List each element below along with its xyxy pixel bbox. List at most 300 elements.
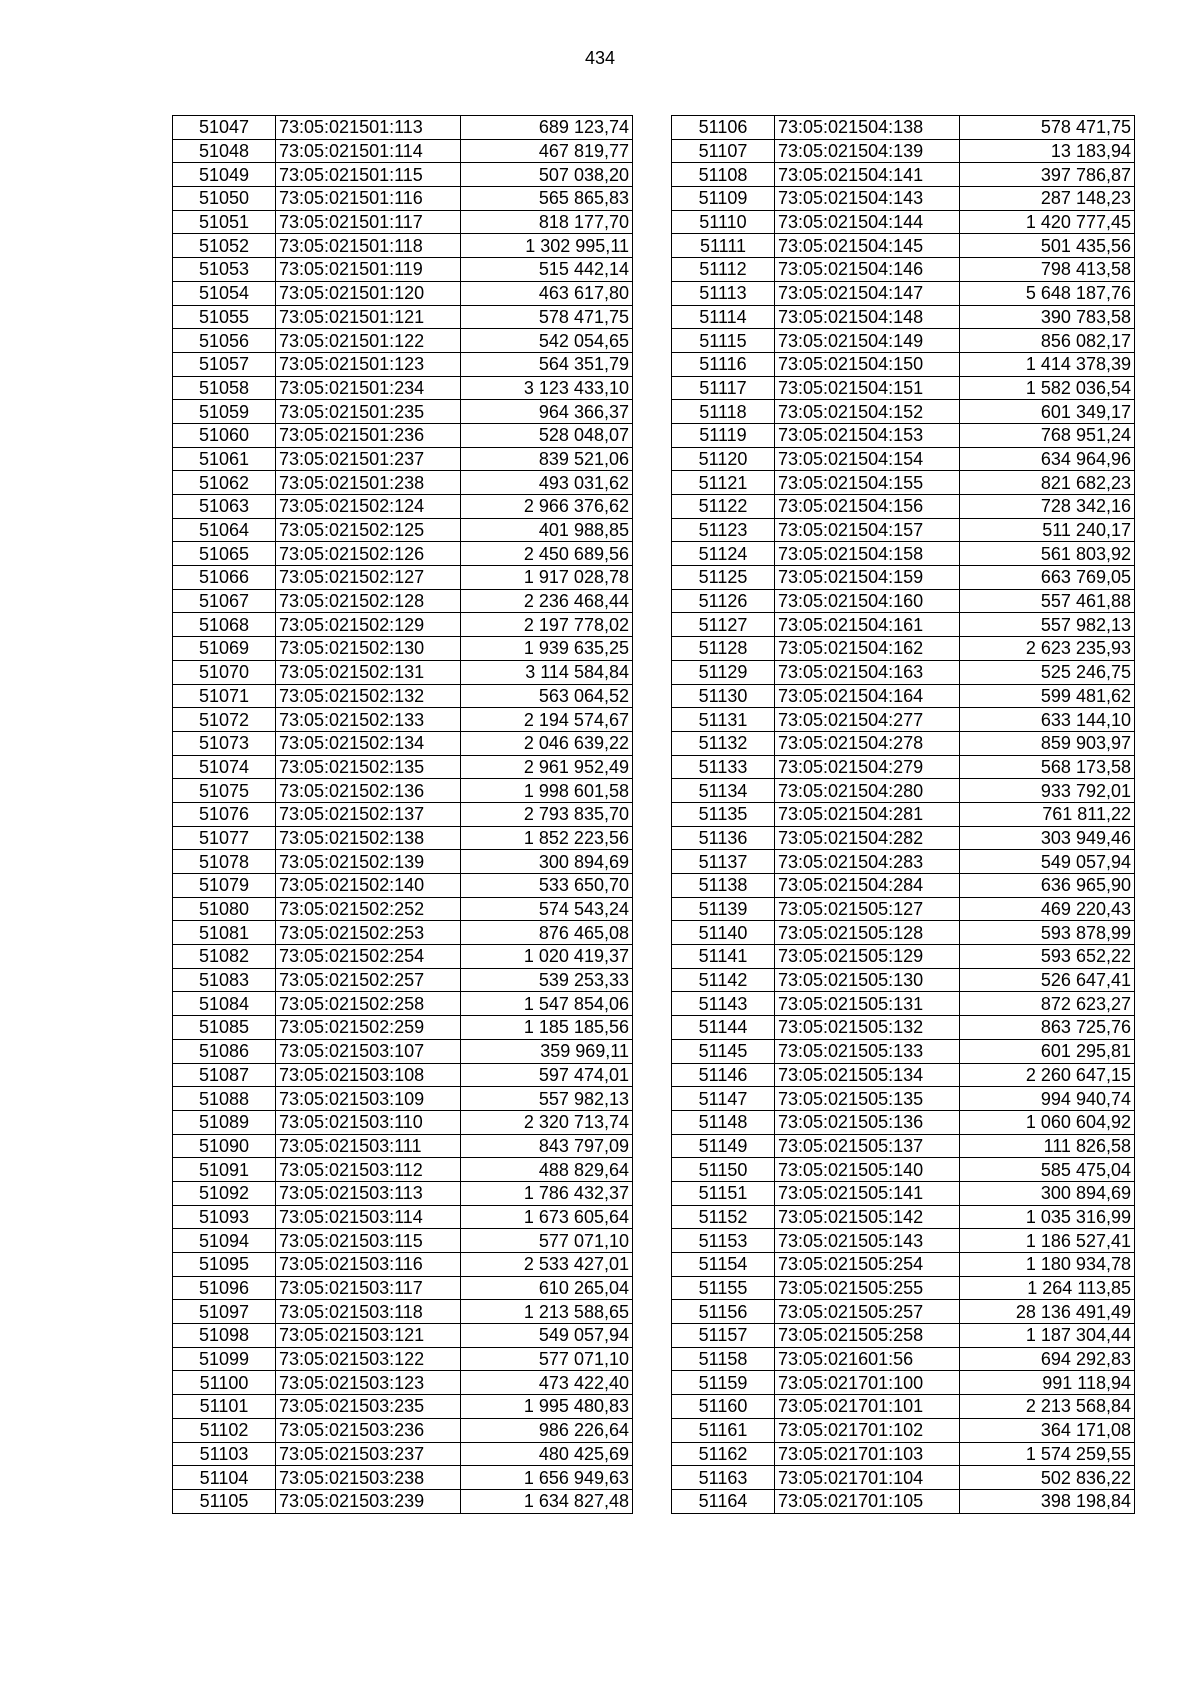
row-number-cell: 51115	[672, 329, 775, 353]
row-number-cell: 51135	[672, 802, 775, 826]
table-row	[672, 1371, 1135, 1395]
table-row	[173, 281, 633, 305]
row-number-cell: 51062	[173, 471, 276, 495]
row-number-cell: 51052	[173, 234, 276, 258]
table-row	[672, 1489, 1135, 1513]
table-body	[672, 116, 1135, 1514]
cadastral-number-cell: 73:05:021505:143	[775, 1229, 960, 1253]
cadastral-number-cell: 73:05:021502:126	[276, 542, 461, 566]
table-row	[672, 755, 1135, 779]
row-number-cell: 51090	[173, 1134, 276, 1158]
row-number-cell: 51087	[173, 1063, 276, 1087]
row-number-cell: 51094	[173, 1229, 276, 1253]
cost-value-cell: 577 071,10	[461, 1229, 633, 1253]
row-number-cell: 51145	[672, 1039, 775, 1063]
table-row	[672, 1110, 1135, 1134]
table-row	[672, 495, 1135, 519]
cadastral-number-cell: 73:05:021504:150	[775, 352, 960, 376]
row-number-cell: 51141	[672, 945, 775, 969]
table-row	[173, 779, 633, 803]
cadastral-number-cell: 73:05:021504:144	[775, 210, 960, 234]
cost-value-cell: 1 185 185,56	[461, 1016, 633, 1040]
cadastral-number-cell: 73:05:021503:123	[276, 1371, 461, 1395]
cadastral-number-cell: 73:05:021503:110	[276, 1110, 461, 1134]
row-number-cell: 51162	[672, 1442, 775, 1466]
row-number-cell: 51151	[672, 1181, 775, 1205]
cost-value-cell: 689 123,74	[461, 116, 633, 140]
table-row	[173, 1063, 633, 1087]
table-row	[173, 968, 633, 992]
cost-value-cell: 502 836,22	[960, 1466, 1135, 1490]
table-row	[173, 1371, 633, 1395]
row-number-cell: 51102	[173, 1418, 276, 1442]
cadastral-number-cell: 73:05:021505:254	[775, 1253, 960, 1277]
row-number-cell: 51113	[672, 281, 775, 305]
table-row	[173, 1087, 633, 1111]
cost-value-cell: 533 650,70	[461, 874, 633, 898]
cadastral-number-cell: 73:05:021503:239	[276, 1489, 461, 1513]
cadastral-number-cell: 73:05:021505:127	[775, 897, 960, 921]
cadastral-number-cell: 73:05:021502:131	[276, 660, 461, 684]
row-number-cell: 51098	[173, 1324, 276, 1348]
row-number-cell: 51064	[173, 518, 276, 542]
cadastral-number-cell: 73:05:021503:122	[276, 1347, 461, 1371]
cost-value-cell: 2 194 574,67	[461, 708, 633, 732]
row-number-cell: 51091	[173, 1158, 276, 1182]
cadastral-number-cell: 73:05:021501:114	[276, 139, 461, 163]
row-number-cell: 51074	[173, 755, 276, 779]
cost-value-cell: 1 673 605,64	[461, 1205, 633, 1229]
cost-value-cell: 549 057,94	[461, 1324, 633, 1348]
row-number-cell: 51152	[672, 1205, 775, 1229]
table-row	[672, 1300, 1135, 1324]
table-row	[672, 116, 1135, 140]
table-row	[173, 518, 633, 542]
table-row	[173, 1016, 633, 1040]
table-row	[173, 1039, 633, 1063]
cadastral-number-cell: 73:05:021504:157	[775, 518, 960, 542]
cost-value-cell: 488 829,64	[461, 1158, 633, 1182]
table-row	[173, 210, 633, 234]
cost-value-cell: 2 320 713,74	[461, 1110, 633, 1134]
table-row	[672, 1039, 1135, 1063]
cost-value-cell: 585 475,04	[960, 1158, 1135, 1182]
cost-value-cell: 2 236 468,44	[461, 589, 633, 613]
row-number-cell: 51142	[672, 968, 775, 992]
cost-value-cell: 578 471,75	[461, 305, 633, 329]
cadastral-number-cell: 73:05:021504:156	[775, 495, 960, 519]
cost-value-cell: 401 988,85	[461, 518, 633, 542]
cadastral-number-cell: 73:05:021503:117	[276, 1276, 461, 1300]
row-number-cell: 51103	[173, 1442, 276, 1466]
cost-value-cell: 1 302 995,11	[461, 234, 633, 258]
cadastral-number-cell: 73:05:021501:235	[276, 400, 461, 424]
table-row	[173, 755, 633, 779]
cadastral-number-cell: 73:05:021505:137	[775, 1134, 960, 1158]
table-body	[173, 116, 633, 1514]
table-row	[672, 731, 1135, 755]
cadastral-number-cell: 73:05:021504:143	[775, 187, 960, 211]
cost-value-cell: 557 982,13	[960, 613, 1135, 637]
cost-value-cell: 1 213 588,65	[461, 1300, 633, 1324]
row-number-cell: 51068	[173, 613, 276, 637]
table-row	[173, 139, 633, 163]
cost-value-cell: 863 725,76	[960, 1016, 1135, 1040]
row-number-cell: 51069	[173, 637, 276, 661]
row-number-cell: 51164	[672, 1489, 775, 1513]
row-number-cell: 51050	[173, 187, 276, 211]
table-row	[672, 660, 1135, 684]
cost-value-cell: 1 035 316,99	[960, 1205, 1135, 1229]
row-number-cell: 51108	[672, 163, 775, 187]
cadastral-number-cell: 73:05:021505:135	[775, 1087, 960, 1111]
cost-value-cell: 1 634 827,48	[461, 1489, 633, 1513]
table-row	[173, 1158, 633, 1182]
table-row	[672, 352, 1135, 376]
cadastral-number-cell: 73:05:021503:235	[276, 1395, 461, 1419]
cadastral-number-cell: 73:05:021504:279	[775, 755, 960, 779]
row-number-cell: 51076	[173, 802, 276, 826]
cost-value-cell: 1 060 604,92	[960, 1110, 1135, 1134]
cost-value-cell: 507 038,20	[461, 163, 633, 187]
cost-value-cell: 798 413,58	[960, 258, 1135, 282]
row-number-cell: 51163	[672, 1466, 775, 1490]
table-row	[672, 281, 1135, 305]
cadastral-number-cell: 73:05:021501:116	[276, 187, 461, 211]
table-row	[672, 684, 1135, 708]
table-row	[672, 305, 1135, 329]
cadastral-number-cell: 73:05:021502:135	[276, 755, 461, 779]
cadastral-number-cell: 73:05:021504:163	[775, 660, 960, 684]
cost-value-cell: 3 123 433,10	[461, 376, 633, 400]
cadastral-number-cell: 73:05:021502:138	[276, 826, 461, 850]
row-number-cell: 51140	[672, 921, 775, 945]
cadastral-number-cell: 73:05:021505:128	[775, 921, 960, 945]
cadastral-number-cell: 73:05:021502:254	[276, 945, 461, 969]
cadastral-number-cell: 73:05:021503:237	[276, 1442, 461, 1466]
row-number-cell: 51089	[173, 1110, 276, 1134]
cadastral-number-cell: 73:05:021504:145	[775, 234, 960, 258]
table-row	[672, 1324, 1135, 1348]
row-number-cell: 51070	[173, 660, 276, 684]
row-number-cell: 51124	[672, 542, 775, 566]
cadastral-number-cell: 73:05:021504:152	[775, 400, 960, 424]
cadastral-number-cell: 73:05:021504:161	[775, 613, 960, 637]
row-number-cell: 51129	[672, 660, 775, 684]
row-number-cell: 51101	[173, 1395, 276, 1419]
cadastral-number-cell: 73:05:021502:140	[276, 874, 461, 898]
row-number-cell: 51100	[173, 1371, 276, 1395]
cadastral-number-cell: 73:05:021504:278	[775, 731, 960, 755]
cadastral-number-cell: 73:05:021505:142	[775, 1205, 960, 1229]
cadastral-number-cell: 73:05:021504:148	[775, 305, 960, 329]
cadastral-number-cell: 73:05:021504:283	[775, 850, 960, 874]
cost-value-cell: 2 213 568,84	[960, 1395, 1135, 1419]
cost-value-cell: 994 940,74	[960, 1087, 1135, 1111]
table-row	[672, 400, 1135, 424]
cadastral-number-cell: 73:05:021504:282	[775, 826, 960, 850]
cadastral-number-cell: 73:05:021505:258	[775, 1324, 960, 1348]
cost-value-cell: 1 020 419,37	[461, 945, 633, 969]
row-number-cell: 51146	[672, 1063, 775, 1087]
table-row	[173, 1418, 633, 1442]
cadastral-number-cell: 73:05:021503:116	[276, 1253, 461, 1277]
cadastral-number-cell: 73:05:021502:136	[276, 779, 461, 803]
cost-value-cell: 986 226,64	[461, 1418, 633, 1442]
cost-value-cell: 557 982,13	[461, 1087, 633, 1111]
table-row	[173, 874, 633, 898]
row-number-cell: 51148	[672, 1110, 775, 1134]
table-row	[173, 305, 633, 329]
row-number-cell: 51127	[672, 613, 775, 637]
row-number-cell: 51063	[173, 495, 276, 519]
cadastral-number-cell: 73:05:021504:149	[775, 329, 960, 353]
row-number-cell: 51081	[173, 921, 276, 945]
row-number-cell: 51136	[672, 826, 775, 850]
cost-value-cell: 511 240,17	[960, 518, 1135, 542]
cadastral-number-cell: 73:05:021503:108	[276, 1063, 461, 1087]
table-row	[173, 613, 633, 637]
row-number-cell: 51117	[672, 376, 775, 400]
table-row	[672, 139, 1135, 163]
row-number-cell: 51060	[173, 423, 276, 447]
cadastral-number-cell: 73:05:021501:238	[276, 471, 461, 495]
cadastral-number-cell: 73:05:021701:103	[775, 1442, 960, 1466]
cadastral-number-cell: 73:05:021503:238	[276, 1466, 461, 1490]
table-row	[173, 1466, 633, 1490]
row-number-cell: 51120	[672, 447, 775, 471]
cadastral-number-cell: 73:05:021505:136	[775, 1110, 960, 1134]
row-number-cell: 51123	[672, 518, 775, 542]
cost-value-cell: 1 264 113,85	[960, 1276, 1135, 1300]
table-row	[672, 471, 1135, 495]
cadastral-number-cell: 73:05:021701:101	[775, 1395, 960, 1419]
row-number-cell: 51071	[173, 684, 276, 708]
cadastral-number-cell: 73:05:021502:132	[276, 684, 461, 708]
row-number-cell: 51138	[672, 874, 775, 898]
cadastral-number-cell: 73:05:021504:151	[775, 376, 960, 400]
table-row	[173, 1229, 633, 1253]
row-number-cell: 51086	[173, 1039, 276, 1063]
table-row	[173, 1110, 633, 1134]
cost-value-cell: 1 656 949,63	[461, 1466, 633, 1490]
table-row	[672, 874, 1135, 898]
table-row	[173, 826, 633, 850]
table-row	[672, 779, 1135, 803]
cost-value-cell: 300 894,69	[960, 1181, 1135, 1205]
table-row	[173, 708, 633, 732]
row-number-cell: 51077	[173, 826, 276, 850]
table-row	[672, 613, 1135, 637]
row-number-cell: 51150	[672, 1158, 775, 1182]
cadastral-table-left	[172, 115, 633, 1514]
cost-value-cell: 549 057,94	[960, 850, 1135, 874]
cadastral-number-cell: 73:05:021504:162	[775, 637, 960, 661]
row-number-cell: 51107	[672, 139, 775, 163]
table-row	[173, 660, 633, 684]
table-row	[173, 495, 633, 519]
cost-value-cell: 728 342,16	[960, 495, 1135, 519]
cost-value-cell: 859 903,97	[960, 731, 1135, 755]
table-row	[672, 1181, 1135, 1205]
cost-value-cell: 663 769,05	[960, 566, 1135, 590]
table-row	[672, 163, 1135, 187]
cadastral-number-cell: 73:05:021501:236	[276, 423, 461, 447]
table-row	[672, 802, 1135, 826]
table-row	[173, 945, 633, 969]
cost-value-cell: 2 961 952,49	[461, 755, 633, 779]
row-number-cell: 51134	[672, 779, 775, 803]
row-number-cell: 51161	[672, 1418, 775, 1442]
row-number-cell: 51130	[672, 684, 775, 708]
cadastral-number-cell: 73:05:021504:146	[775, 258, 960, 282]
row-number-cell: 51047	[173, 116, 276, 140]
cost-value-cell: 2 623 235,93	[960, 637, 1135, 661]
table-row	[672, 1418, 1135, 1442]
table-row	[672, 897, 1135, 921]
cost-value-cell: 1 186 527,41	[960, 1229, 1135, 1253]
table-row	[173, 471, 633, 495]
cost-value-cell: 564 351,79	[461, 352, 633, 376]
cadastral-number-cell: 73:05:021501:237	[276, 447, 461, 471]
table-row	[672, 258, 1135, 282]
row-number-cell: 51157	[672, 1324, 775, 1348]
cost-value-cell: 1 786 432,37	[461, 1181, 633, 1205]
row-number-cell: 51078	[173, 850, 276, 874]
table-row	[672, 708, 1135, 732]
cadastral-number-cell: 73:05:021504:158	[775, 542, 960, 566]
cost-value-cell: 1 420 777,45	[960, 210, 1135, 234]
table-row	[672, 1253, 1135, 1277]
table-row	[173, 423, 633, 447]
cost-value-cell: 3 114 584,84	[461, 660, 633, 684]
table-row	[672, 1158, 1135, 1182]
row-number-cell: 51147	[672, 1087, 775, 1111]
table-row	[173, 1300, 633, 1324]
cadastral-number-cell: 73:05:021701:100	[775, 1371, 960, 1395]
cadastral-table-right	[671, 115, 1135, 1514]
cost-value-cell: 593 878,99	[960, 921, 1135, 945]
cadastral-number-cell: 73:05:021503:112	[276, 1158, 461, 1182]
cost-value-cell: 839 521,06	[461, 447, 633, 471]
cadastral-number-cell: 73:05:021502:259	[276, 1016, 461, 1040]
cadastral-number-cell: 73:05:021504:155	[775, 471, 960, 495]
cost-value-cell: 761 811,22	[960, 802, 1135, 826]
cost-value-cell: 13 183,94	[960, 139, 1135, 163]
cost-value-cell: 872 623,27	[960, 992, 1135, 1016]
cadastral-number-cell: 73:05:021701:104	[775, 1466, 960, 1490]
row-number-cell: 51058	[173, 376, 276, 400]
cadastral-number-cell: 73:05:021502:137	[276, 802, 461, 826]
cadastral-number-cell: 73:05:021504:160	[775, 589, 960, 613]
cost-value-cell: 539 253,33	[461, 968, 633, 992]
table-row	[173, 1253, 633, 1277]
cost-value-cell: 1 998 601,58	[461, 779, 633, 803]
cadastral-number-cell: 73:05:021502:125	[276, 518, 461, 542]
table-row	[672, 637, 1135, 661]
cadastral-number-cell: 73:05:021505:140	[775, 1158, 960, 1182]
cadastral-number-cell: 73:05:021504:159	[775, 566, 960, 590]
cost-value-cell: 1 187 304,44	[960, 1324, 1135, 1348]
table-row	[672, 1205, 1135, 1229]
cost-value-cell: 398 198,84	[960, 1489, 1135, 1513]
table-row	[173, 542, 633, 566]
cost-value-cell: 528 048,07	[461, 423, 633, 447]
cost-value-cell: 1 547 854,06	[461, 992, 633, 1016]
table-row	[173, 163, 633, 187]
table-row	[672, 850, 1135, 874]
row-number-cell: 51080	[173, 897, 276, 921]
cadastral-number-cell: 73:05:021701:105	[775, 1489, 960, 1513]
table-row	[672, 826, 1135, 850]
table-row	[173, 1442, 633, 1466]
row-number-cell: 51122	[672, 495, 775, 519]
table-row	[173, 187, 633, 211]
row-number-cell: 51110	[672, 210, 775, 234]
cadastral-number-cell: 73:05:021502:128	[276, 589, 461, 613]
cost-value-cell: 463 617,80	[461, 281, 633, 305]
cost-value-cell: 2 197 778,02	[461, 613, 633, 637]
row-number-cell: 51057	[173, 352, 276, 376]
table-row	[672, 518, 1135, 542]
table-row	[173, 116, 633, 140]
cost-value-cell: 574 543,24	[461, 897, 633, 921]
table-row	[173, 258, 633, 282]
row-number-cell: 51073	[173, 731, 276, 755]
cost-value-cell: 515 442,14	[461, 258, 633, 282]
row-number-cell: 51067	[173, 589, 276, 613]
cost-value-cell: 300 894,69	[461, 850, 633, 874]
cost-value-cell: 1 995 480,83	[461, 1395, 633, 1419]
cadastral-number-cell: 73:05:021504:284	[775, 874, 960, 898]
table-row	[173, 992, 633, 1016]
cost-value-cell: 768 951,24	[960, 423, 1135, 447]
cadastral-number-cell: 73:05:021501:120	[276, 281, 461, 305]
row-number-cell: 51112	[672, 258, 775, 282]
cadastral-number-cell: 73:05:021501:117	[276, 210, 461, 234]
cost-value-cell: 467 819,77	[461, 139, 633, 163]
row-number-cell: 51088	[173, 1087, 276, 1111]
cost-value-cell: 821 682,23	[960, 471, 1135, 495]
cost-value-cell: 933 792,01	[960, 779, 1135, 803]
cadastral-number-cell: 73:05:021505:141	[775, 1181, 960, 1205]
cadastral-number-cell: 73:05:021502:257	[276, 968, 461, 992]
table-row	[672, 921, 1135, 945]
cost-value-cell: 397 786,87	[960, 163, 1135, 187]
row-number-cell: 51105	[173, 1489, 276, 1513]
cost-value-cell: 2 046 639,22	[461, 731, 633, 755]
cost-value-cell: 493 031,62	[461, 471, 633, 495]
row-number-cell: 51083	[173, 968, 276, 992]
cadastral-number-cell: 73:05:021503:113	[276, 1181, 461, 1205]
cost-value-cell: 597 474,01	[461, 1063, 633, 1087]
cadastral-number-cell: 73:05:021502:133	[276, 708, 461, 732]
cadastral-number-cell: 73:05:021601:56	[775, 1347, 960, 1371]
page-number: 434	[584, 48, 616, 68]
cost-value-cell: 2 260 647,15	[960, 1063, 1135, 1087]
row-number-cell: 51139	[672, 897, 775, 921]
cost-value-cell: 561 803,92	[960, 542, 1135, 566]
cadastral-number-cell: 73:05:021503:107	[276, 1039, 461, 1063]
cost-value-cell: 2 793 835,70	[461, 802, 633, 826]
table-row	[173, 1347, 633, 1371]
table-row	[173, 802, 633, 826]
row-number-cell: 51082	[173, 945, 276, 969]
cost-value-cell: 480 425,69	[461, 1442, 633, 1466]
cost-value-cell: 1 574 259,55	[960, 1442, 1135, 1466]
cadastral-number-cell: 73:05:021505:255	[775, 1276, 960, 1300]
cadastral-number-cell: 73:05:021505:133	[775, 1039, 960, 1063]
